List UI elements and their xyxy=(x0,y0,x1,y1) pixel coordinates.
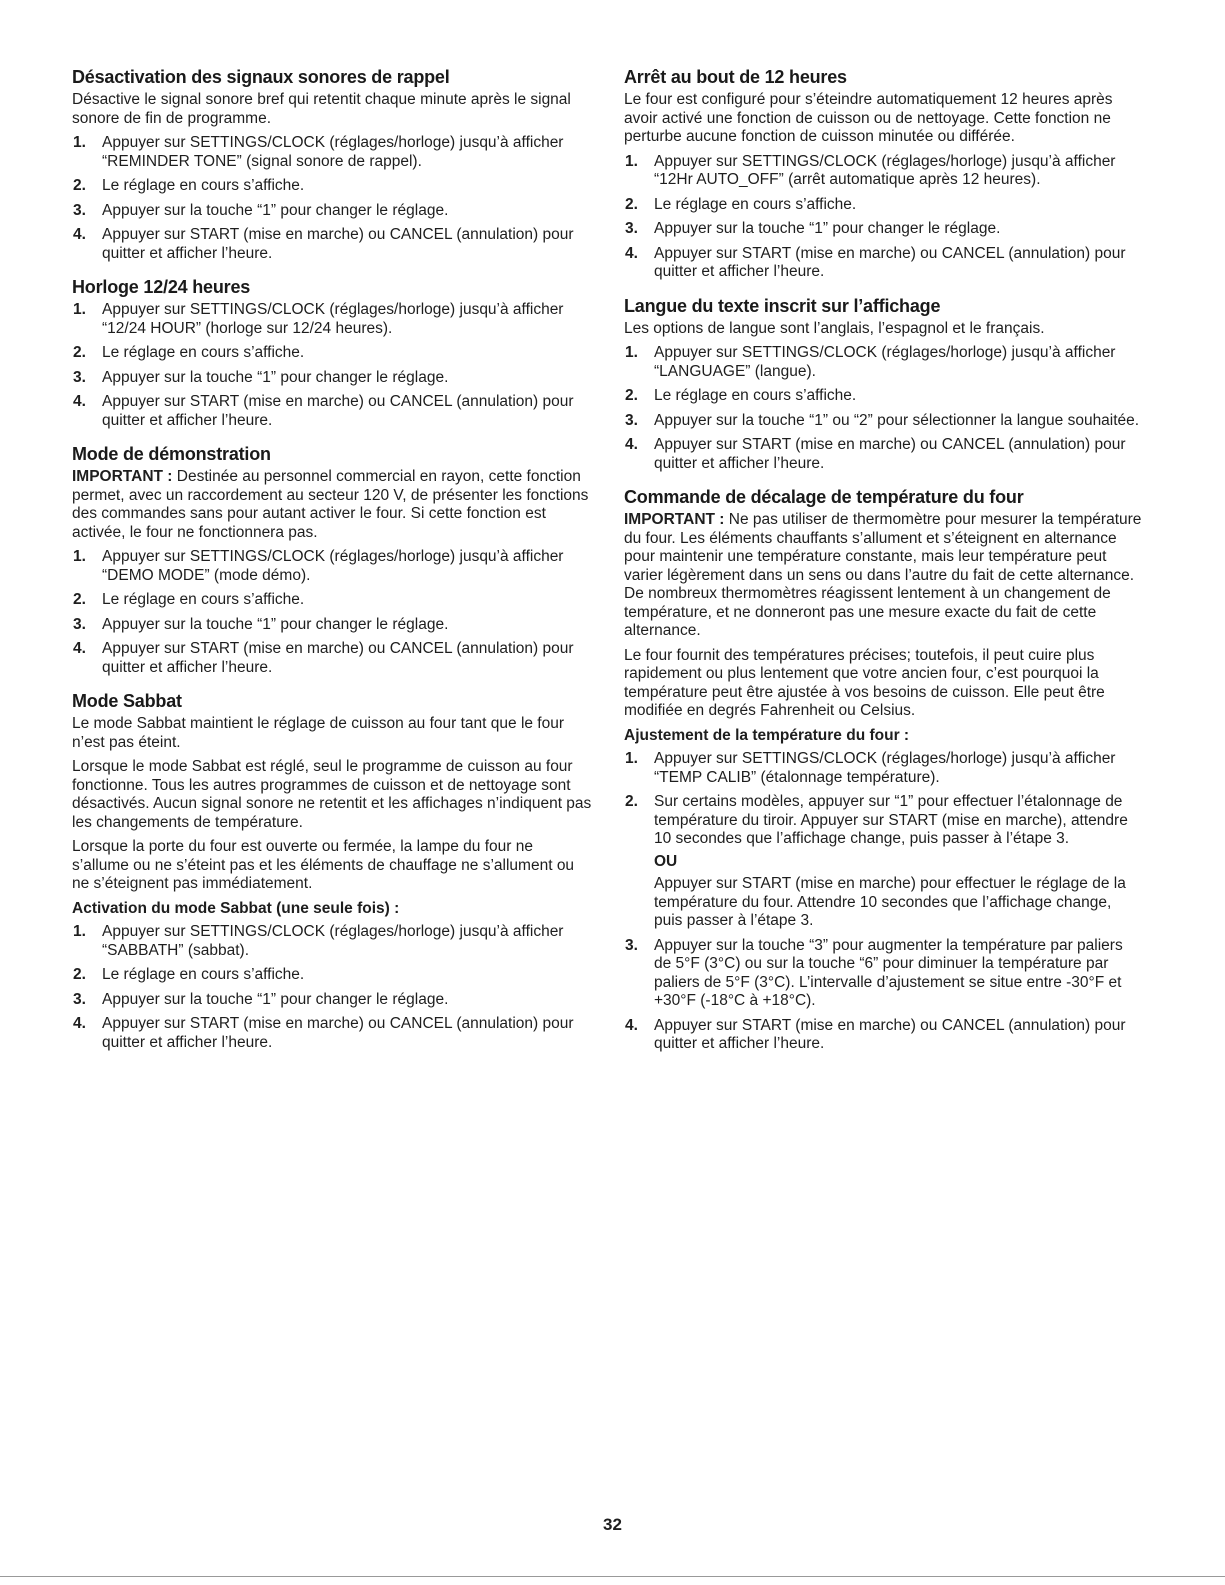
section-intro: Les options de langue sont l’anglais, l’espagnol et le français. xyxy=(624,319,1045,337)
step-number: 1. xyxy=(73,548,86,565)
list-item xyxy=(72,966,592,985)
section-sabbath-mode xyxy=(72,690,592,1052)
step-text: Appuyer sur la touche “1” pour changer le réglage. xyxy=(654,220,1001,237)
step-number: 3. xyxy=(73,615,86,633)
or-label: OU xyxy=(654,852,678,870)
step-text: Appuyer sur SETTINGS/CLOCK (réglages/horloge) jusqu’à afficher “TEMP CALIB” (étalonnage température). xyxy=(654,750,1116,786)
important-note xyxy=(624,511,1144,641)
list-item xyxy=(624,344,1144,381)
list-item xyxy=(624,220,1144,239)
step-number: 4. xyxy=(73,1015,86,1032)
step-text: Le réglage en cours s’affiche. xyxy=(102,966,305,983)
steps-list xyxy=(72,548,592,677)
step-text: Le réglage en cours s’affiche. xyxy=(102,177,305,194)
list-item xyxy=(72,226,592,263)
step-text: Appuyer sur SETTINGS/CLOCK (réglages/horloge) jusqu’à afficher “SABBATH” (sabbat). xyxy=(102,923,564,959)
steps-list xyxy=(624,153,1144,282)
step-number: 2. xyxy=(625,793,638,810)
section-title: Commande de décalage de température du four xyxy=(624,487,1024,507)
step-number: 2. xyxy=(73,966,86,983)
section-temperature-offset xyxy=(624,486,1144,1054)
step-text: Appuyer sur la touche “3” pour augmenter la température par paliers de 5°F (3°C) ou sur la touche “6” pour diminuer la température par paliers de 5°F (3°C). L’intervalle d’ajustement se situe entre -30°F et +30°F (-18°C à +18°C). xyxy=(654,936,1123,1009)
step-text: Appuyer sur SETTINGS/CLOCK (réglages/horloge) jusqu’à afficher “LANGUAGE” (langue). xyxy=(654,344,1116,380)
step-text: Appuyer sur SETTINGS/CLOCK (réglages/horloge) jusqu’à afficher “12/24 HOUR” (horloge sur 12/24 heures). xyxy=(102,301,564,337)
step-text: Appuyer sur START (mise en marche) pour effectuer le réglage de la température du four. Attendre 10 secondes que l’affichage change, puis passer à l’étape 3. xyxy=(654,875,1126,929)
section-demo-mode xyxy=(72,443,592,677)
step-number: 2. xyxy=(73,177,86,194)
bottom-divider xyxy=(0,1576,1225,1577)
list-item xyxy=(72,923,592,960)
paragraph: Le mode Sabbat maintient le réglage de cuisson au four tant que le four n’est pas éteint. xyxy=(72,715,565,751)
step-text: Appuyer sur START (mise en marche) ou CANCEL (annulation) pour quitter et afficher l’heure. xyxy=(102,226,574,262)
list-item xyxy=(72,202,592,221)
subheading: Activation du mode Sabbat (une seule fois) : xyxy=(72,899,400,917)
list-item xyxy=(624,793,1144,931)
step-number: 4. xyxy=(73,393,86,410)
section-display-language xyxy=(624,295,1144,474)
section-12hr-auto-off xyxy=(624,66,1144,282)
list-item xyxy=(72,177,592,196)
step-number: 4. xyxy=(625,1016,638,1034)
step-text: Appuyer sur START (mise en marche) ou CANCEL (annulation) pour quitter et afficher l’heure. xyxy=(102,1015,574,1051)
important-text: Ne pas utiliser de thermomètre pour mesurer la température du four. Les éléments chauffants s’allument et s’éteignent en alternance pour maintenir une température constante, mais leur température peut varier légèrement dans un sens ou dans l’autre du fait de cette alternance. De nombreux thermomètres réagissent lentement à un changement de température, et ne donneront pas une mesure exacte du fait de cette alternance. xyxy=(624,511,1142,639)
step-number: 4. xyxy=(73,226,86,243)
list-item xyxy=(72,1015,592,1052)
list-item xyxy=(72,344,592,363)
step-number: 3. xyxy=(73,990,86,1008)
section-intro: Le four est configuré pour s’éteindre automatiquement 12 heures après avoir activé une fonction de cuisson ou de nettoyage. Cette fonction ne perturbe aucune fonction de cuisson minutée ou différée. xyxy=(624,91,1113,145)
list-item xyxy=(624,387,1144,406)
subheading: Ajustement de la température du four : xyxy=(624,726,910,744)
section-title: Désactivation des signaux sonores de rappel xyxy=(72,67,450,87)
step-number: 3. xyxy=(73,368,86,386)
step-text: Le réglage en cours s’affiche. xyxy=(654,195,857,213)
list-item xyxy=(624,412,1144,431)
step-number: 1. xyxy=(625,152,638,170)
step-number: 3. xyxy=(625,936,638,954)
list-item xyxy=(72,301,592,338)
list-item xyxy=(624,196,1144,215)
step-text: Appuyer sur la touche “1” pour changer le réglage. xyxy=(102,368,449,386)
step-number: 2. xyxy=(625,195,638,213)
step-text: Appuyer sur START (mise en marche) ou CANCEL (annulation) pour quitter et afficher l’heure. xyxy=(102,393,574,429)
paragraph: Le four fournit des températures précises; toutefois, il peut cuire plus rapidement ou plus lentement que votre ancien four, c’est pourquoi la température peut être ajustée à vos besoins de cuisson. Elle peut être modifiée en degrés Fahrenheit ou Celsius. xyxy=(624,646,1105,719)
page-number: 32 xyxy=(603,1515,622,1534)
section-title: Mode de démonstration xyxy=(72,444,271,464)
list-item xyxy=(72,640,592,677)
step-number: 1. xyxy=(73,923,86,940)
list-item xyxy=(72,616,592,635)
step-number: 2. xyxy=(73,591,86,608)
important-label: IMPORTANT : xyxy=(72,468,173,485)
list-item xyxy=(72,393,592,430)
important-note xyxy=(72,468,592,542)
paragraph: Lorsque le mode Sabbat est réglé, seul le programme de cuisson au four fonctionne. Tous les autres programmes de cuisson et de nettoyage sont désactivés. Aucun signal sonore ne retentit et les affichages n’indiquent pas les changements de température. xyxy=(72,758,592,831)
section-reminder-tone xyxy=(72,66,592,263)
step-number: 1. xyxy=(625,344,638,361)
step-text: Le réglage en cours s’affiche. xyxy=(102,591,305,608)
step-number: 3. xyxy=(73,201,86,219)
list-item xyxy=(72,591,592,610)
step-text: Appuyer sur la touche “1” pour changer le réglage. xyxy=(102,990,449,1008)
list-item xyxy=(624,245,1144,282)
step-text: Appuyer sur la touche “1” pour changer le réglage. xyxy=(102,615,449,633)
step-text: Appuyer sur SETTINGS/CLOCK (réglages/horloge) jusqu’à afficher “DEMO MODE” (mode démo). xyxy=(102,548,564,584)
step-number: 4. xyxy=(73,640,86,657)
section-title: Langue du texte inscrit sur l’affichage xyxy=(624,295,941,316)
step-text: Appuyer sur SETTINGS/CLOCK (réglages/horloge) jusqu’à afficher “12Hr AUTO_OFF” (arrêt automatique après 12 heures). xyxy=(654,152,1116,188)
section-title: Horloge 12/24 heures xyxy=(72,277,251,297)
step-number: 1. xyxy=(625,750,638,767)
right-column xyxy=(624,66,1144,1067)
steps-list xyxy=(72,301,592,430)
step-number: 4. xyxy=(625,244,638,262)
step-number: 2. xyxy=(73,344,86,361)
list-item xyxy=(624,153,1144,190)
step-number: 3. xyxy=(625,220,638,237)
important-text: Destinée au personnel commercial en rayon, cette fonction permet, avec un raccordement au secteur 120 V, de présenter les fonctions des commandes sans pour autant activer le four. Si cette fonction est activée, le four ne fonctionnera pas. xyxy=(72,468,589,541)
steps-list xyxy=(624,344,1144,473)
step-text: Le réglage en cours s’affiche. xyxy=(102,344,305,361)
list-item xyxy=(624,1017,1144,1054)
step-text: Le réglage en cours s’affiche. xyxy=(654,387,857,404)
section-title: Mode Sabbat xyxy=(72,691,182,711)
paragraph: Lorsque la porte du four est ouverte ou fermée, la lampe du four ne s’allume ou ne s’éteint pas et les éléments de chauffage ne s’allument ou ne s’éteignent pas immédiatement. xyxy=(72,838,575,892)
left-column xyxy=(72,66,592,1065)
step-number: 3. xyxy=(625,411,638,429)
step-text: Appuyer sur START (mise en marche) ou CANCEL (annulation) pour quitter et afficher l’heure. xyxy=(654,436,1126,472)
step-text: Appuyer sur START (mise en marche) ou CANCEL (annulation) pour quitter et afficher l’heure. xyxy=(654,244,1126,280)
step-text: Appuyer sur la touche “1” ou “2” pour sélectionner la langue souhaitée. xyxy=(654,411,1140,429)
list-item xyxy=(72,369,592,388)
step-text: Appuyer sur START (mise en marche) ou CANCEL (annulation) pour quitter et afficher l’heure. xyxy=(654,1016,1126,1052)
list-item xyxy=(624,937,1144,1011)
step-number: 1. xyxy=(73,134,86,151)
list-item xyxy=(624,750,1144,787)
important-label: IMPORTANT : xyxy=(624,511,725,528)
section-title: Arrêt au bout de 12 heures xyxy=(624,67,847,87)
steps-list xyxy=(72,134,592,263)
list-item xyxy=(72,134,592,171)
steps-list xyxy=(72,923,592,1052)
step-text: Appuyer sur SETTINGS/CLOCK (réglages/horloge) jusqu’à afficher “REMINDER TONE” (signal sonore de rappel). xyxy=(102,134,564,170)
step-text: Appuyer sur la touche “1” pour changer le réglage. xyxy=(102,201,449,219)
step-number: 1. xyxy=(73,301,86,318)
list-item xyxy=(624,436,1144,473)
step-text: Sur certains modèles, appuyer sur “1” pour effectuer l’étalonnage de température du tiroir. Appuyer sur START (mise en marche), attendre 10 secondes que l’affichage change, puis passer à l’étape 3. xyxy=(654,793,1128,847)
step-number: 2. xyxy=(625,387,638,404)
section-intro: Désactive le signal sonore bref qui retentit chaque minute après le signal sonore de fin de programme. xyxy=(72,91,571,127)
list-item xyxy=(72,548,592,585)
steps-list xyxy=(624,750,1144,1054)
step-number: 4. xyxy=(625,436,638,453)
list-item xyxy=(72,991,592,1010)
section-clock-12-24 xyxy=(72,276,592,430)
step-text: Appuyer sur START (mise en marche) ou CANCEL (annulation) pour quitter et afficher l’heure. xyxy=(102,640,574,676)
